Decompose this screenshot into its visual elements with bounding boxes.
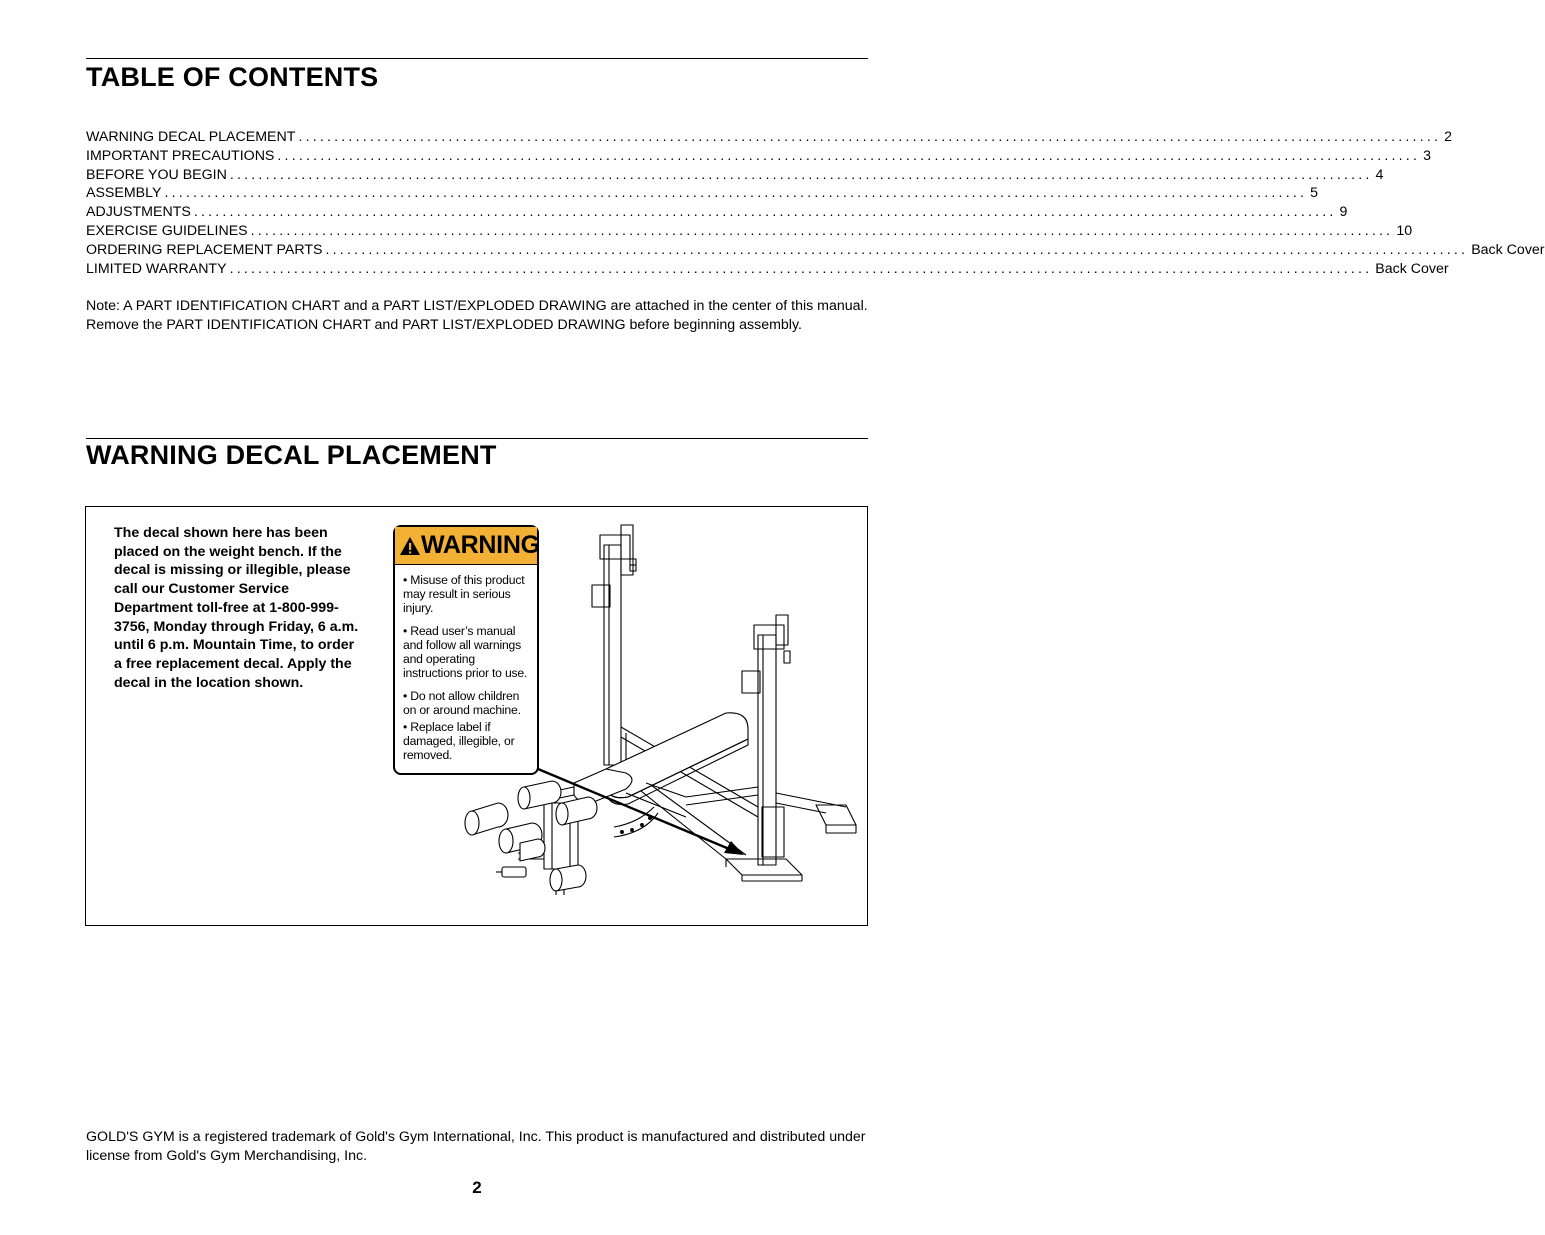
adjustment-bracket [614,807,658,837]
toc-entry-page: Back Cover [1471,241,1545,258]
toc-note: Note: A PART IDENTIFICATION CHART and a PART LIST/EXPLODED DRAWING are attached in the center of this manual. Remove the PART IDENTIFICATION CHART and PART LIST/EXPLODED DRAWING before beginning assembly. [86,298,868,333]
toc-entry [86,260,1449,279]
page-number: 2 [472,1178,482,1197]
toc-heading: TABLE OF CONTENTS [86,62,379,92]
toc-dot-leader: ................................................................................................................................................................ [250,222,1394,239]
warning-decal-title: WARNING [421,531,540,559]
trademark-notice: GOLD'S GYM is a registered trademark of Gold's Gym International, Inc. This product is manufactured and distributed under license from Gold's Gym Merchandising, Inc. [86,1129,866,1164]
front-upright [726,615,856,881]
toc-entry-page: 4 [1375,166,1384,183]
toc-entry-page: 10 [1396,222,1413,239]
toc-entry-page: 3 [1423,147,1431,164]
toc-entry-title: ORDERING REPLACEMENT PARTS [86,241,323,258]
toc-entry [86,147,1431,166]
rear-upright [592,525,636,765]
decal-panel [85,506,868,926]
toc-entry-title: WARNING DECAL PLACEMENT [86,129,296,145]
toc-entry-page: Back Cover [1375,260,1449,277]
toc-entry [86,184,1319,203]
warning-decal-header [395,527,540,565]
decal-bullet: • Replace label if damaged, illegible, or removed. [403,720,515,762]
toc-dot-leader: ................................................................................................................................................................ [193,204,1337,221]
toc-entry-title: BEFORE YOU BEGIN [86,166,227,183]
toc-dot-leader: ................................................................................................................................................................ [298,129,1442,145]
toc-entry-title: EXERCISE GUIDELINES [86,222,248,239]
warning-section-heading: WARNING DECAL PLACEMENT [86,440,497,470]
section-rule [86,438,868,439]
decal-bullet: • Misuse of this product may result in serious injury. [403,573,525,615]
toc-entry-page: 9 [1339,204,1348,221]
toc-entry [86,166,1384,185]
decal-bullet: • Read user’s manual and follow all warnings and operating instructions prior to use. [403,624,528,680]
toc-dot-leader: ................................................................................................................................................................ [164,185,1308,202]
warning-triangle-icon [399,535,421,557]
toc-entry-page: 2 [1444,129,1453,145]
warning-decal [393,525,539,775]
toc-entry-page: 5 [1310,185,1319,202]
decal-instructions: The decal shown here has been placed on the weight bench. If the decal is missing or illegible, please call our Customer Service Department toll-free at 1-800-999-3756, Monday through Friday, 6 a.m. until 6 p.m. Mountain Time, to order a free replacement decal. Apply the decal in the location shown. [114,525,359,691]
toc-entry-title: IMPORTANT PRECAUTIONS [86,147,275,164]
decal-bullet: • Do not allow children on or around machine. [403,689,521,717]
toc-dot-leader: ................................................................................................................................................................ [229,166,1373,183]
toc-entry-title: LIMITED WARRANTY [86,260,227,277]
toc-dot-leader: ................................................................................................................................................................ [325,241,1469,258]
top-rule [86,58,868,59]
toc-list [86,128,1545,278]
toc-entry-title: ADJUSTMENTS [86,204,191,221]
toc-entry-title: ASSEMBLY [86,185,162,202]
toc-entry [86,128,1453,147]
warning-decal-body [395,565,537,762]
toc-entry [86,203,1348,222]
toc-dot-leader: ................................................................................................................................................................ [277,147,1421,164]
toc-dot-leader: ................................................................................................................................................................ [229,260,1373,277]
toc-entry [86,241,1545,260]
bench-backrest [606,713,748,817]
toc-entry [86,222,1413,241]
